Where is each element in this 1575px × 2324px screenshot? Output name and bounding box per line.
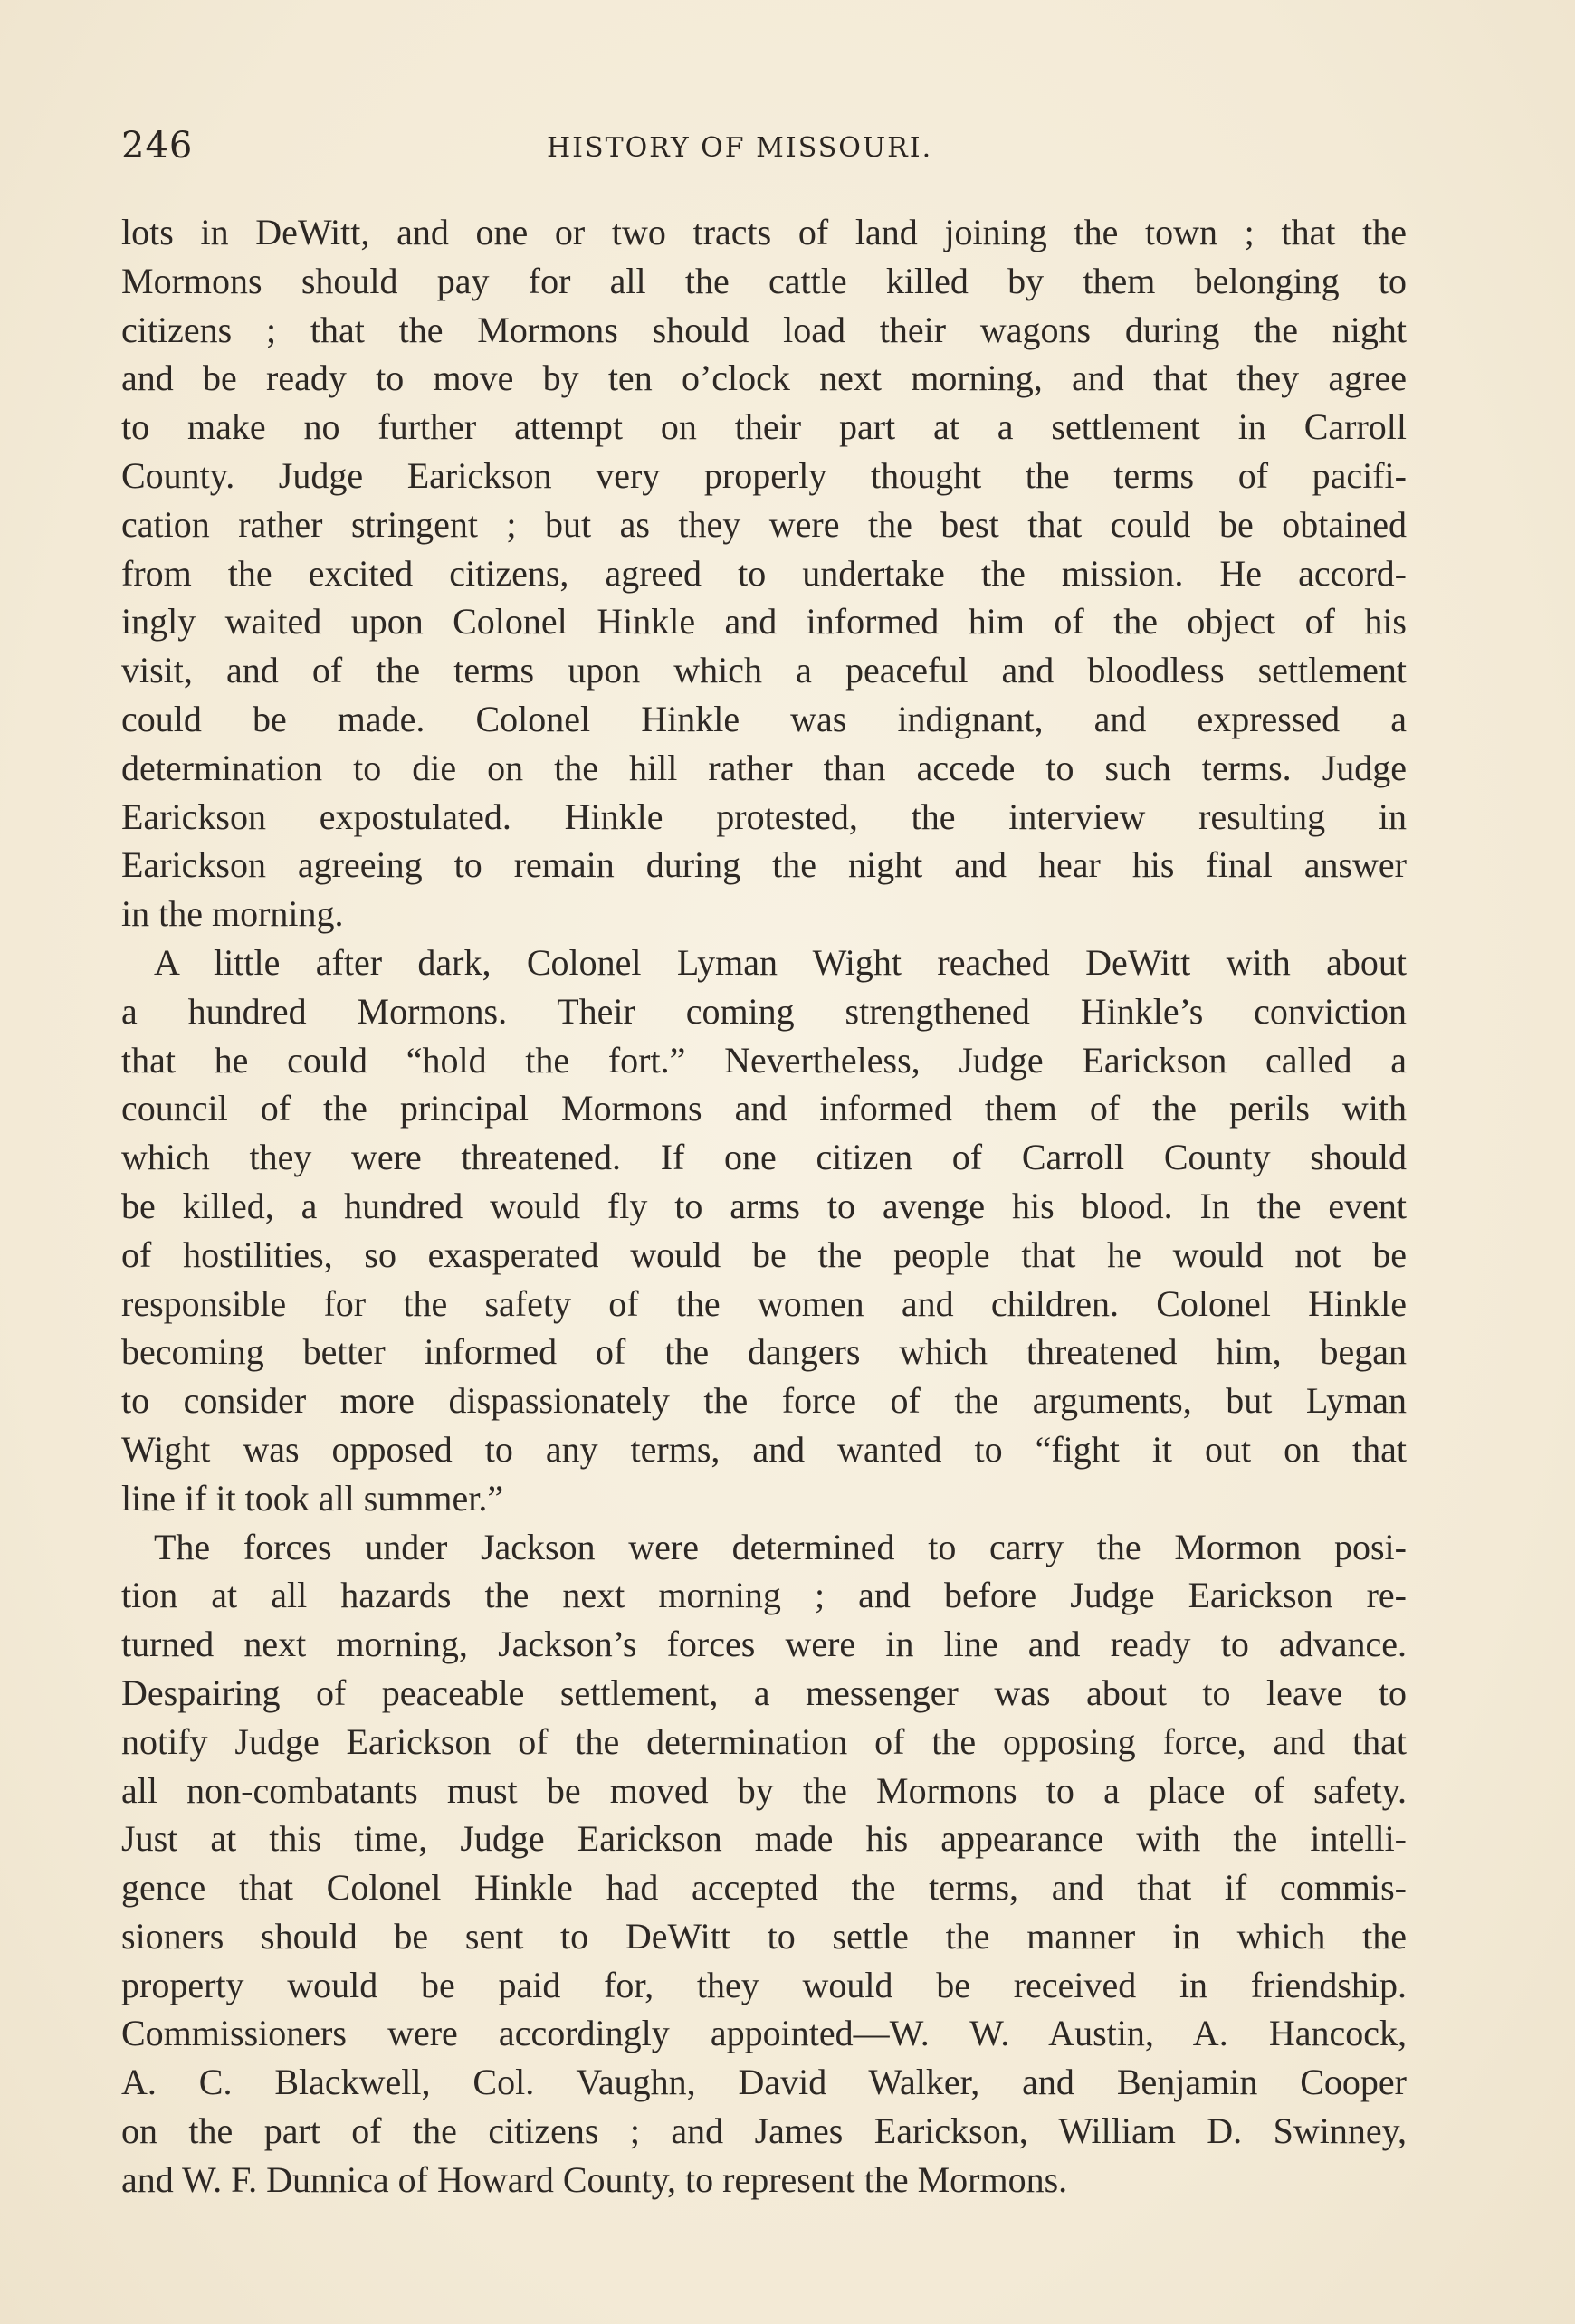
text-line: could be made. Colonel Hinkle was indignant, and expressed a [121, 698, 1407, 739]
text-line: to consider more dispassionately the force of the arguments, but Lyman [121, 1380, 1407, 1422]
text-line: lots in DeWitt, and one or two tracts of land joining the town ; that the [121, 212, 1407, 252]
text-line: line if it took all summer.” [121, 1477, 504, 1519]
text-line: cation rather stringent ; but as they were the best that could be obtained [121, 503, 1407, 545]
text-line: to make no further attempt on their part at a settlement in Carroll [121, 406, 1407, 448]
text-line: turned next morning, Jackson’s forces were in line and ready to advance. [121, 1624, 1407, 1665]
text-line: becoming better informed of the dangers which threatened him, began [121, 1331, 1407, 1373]
text-line: citizens ; that the Mormons should load their wagons during the night [121, 309, 1407, 350]
text-line: a hundred Mormons. Their coming strengthened Hinkle’s conviction [121, 990, 1407, 1032]
text-line: be killed, a hundred would fly to arms to avenge his blood. In the event [121, 1185, 1407, 1226]
body-text [121, 208, 1407, 2205]
page-number: 246 [121, 125, 194, 167]
text-line: in the morning. [121, 893, 344, 935]
text-line: gence that Colonel Hinkle had accepted the terms, and that if commis- [121, 1867, 1407, 1909]
text-line: that he could “hold the fort.” Nevertheless, Judge Earickson called a [121, 1039, 1407, 1081]
text-line: sioners should be sent to DeWitt to settle the manner in which the [121, 1915, 1407, 1957]
text-line: Commissioners were accordingly appointed—W. W. Austin, A. Hancock, [121, 2013, 1407, 2054]
page-header [121, 125, 1407, 179]
paragraph [121, 208, 1407, 938]
text-line: Just at this time, Judge Earickson made his appearance with the intelli- [121, 1818, 1407, 1860]
text-line: all non-combatants must be moved by the Mormons to a place of safety. [121, 1769, 1407, 1811]
text-line: which they were threatened. If one citizen of Carroll County should [121, 1137, 1407, 1178]
text-line: The forces under Jackson were determined to carry the Mormon posi- [154, 1526, 1407, 1567]
text-line: ingly waited upon Colonel Hinkle and informed him of the object of his [121, 601, 1407, 643]
text-line: of hostilities, so exasperated would be the people that he would not be [121, 1233, 1407, 1275]
text-line: Mormons should pay for all the cattle killed by them belonging to [121, 260, 1407, 301]
text-line: council of the principal Mormons and informed them of the perils with [121, 1088, 1407, 1129]
text-line: Earickson expostulated. Hinkle protested, the interview resulting in [121, 795, 1407, 837]
text-line: property would be paid for, they would be received in friendship. [121, 1964, 1407, 2005]
text-line: A little after dark, Colonel Lyman Wight reached DeWitt with about [154, 941, 1407, 983]
text-line: from the excited citizens, agreed to undertake the mission. He accord- [121, 552, 1407, 594]
text-line: and W. F. Dunnica of Howard County, to represent the Mormons. [121, 2158, 1068, 2200]
text-line: tion at all hazards the next morning ; and before Judge Earickson re- [121, 1575, 1407, 1616]
text-line: visit, and of the terms upon which a peaceful and bloodless settlement [121, 650, 1407, 691]
text-line: Earickson agreeing to remain during the night and hear his final answer [121, 844, 1407, 886]
text-line: Despairing of peaceable settlement, a messenger was about to leave to [121, 1672, 1407, 1713]
text-line: Wight was opposed to any terms, and wanted to “fight it out on that [121, 1428, 1407, 1470]
text-line: County. Judge Earickson very properly thought the terms of pacifi- [121, 454, 1407, 496]
text-line: and be ready to move by ten o’clock next morning, and that they agree [121, 357, 1407, 399]
text-line: determination to die on the hill rather than accede to such terms. Judge [121, 747, 1407, 788]
running-title: HISTORY OF MISSOURI. [547, 132, 933, 164]
text-line: notify Judge Earickson of the determination of the opposing force, and that [121, 1720, 1407, 1762]
paragraph [121, 1523, 1407, 2205]
paragraph [121, 938, 1407, 1523]
text-line: responsible for the safety of the women and children. Colonel Hinkle [121, 1282, 1407, 1324]
text-line: A. C. Blackwell, Col. Vaughn, David Walker, and Benjamin Cooper [121, 2062, 1407, 2103]
text-line: on the part of the citizens ; and James Earickson, William D. Swinney, [121, 2110, 1407, 2152]
